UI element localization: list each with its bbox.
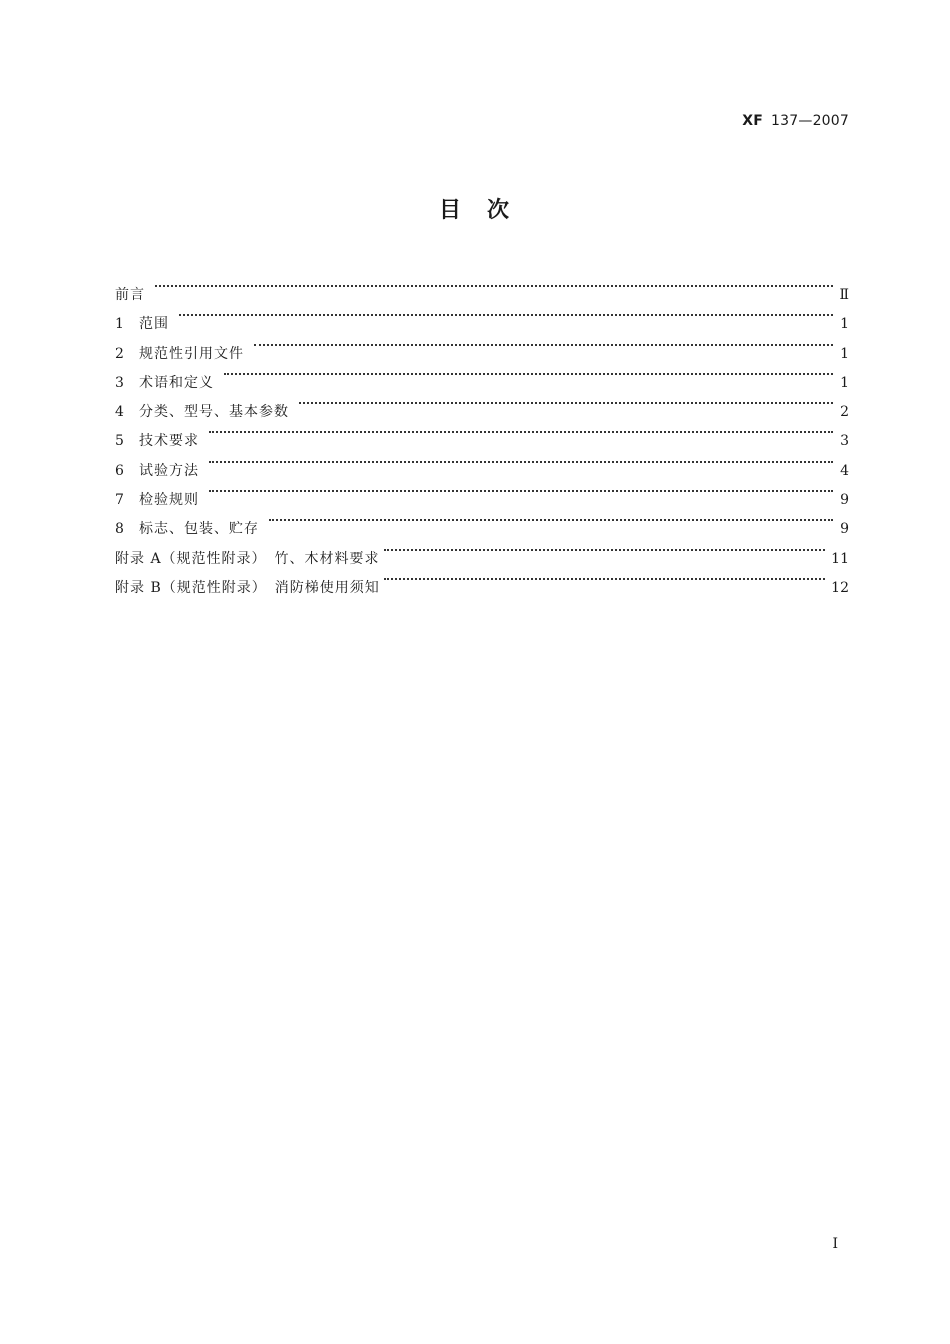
toc-entry-page: 2 xyxy=(840,404,849,421)
toc-leader-dots xyxy=(209,446,833,475)
toc-entry-number: 4 xyxy=(115,404,124,421)
toc-entry-inspection-rules[interactable] xyxy=(115,475,849,509)
toc-entry-marking-packaging[interactable] xyxy=(115,504,849,538)
toc-entry-page: 4 xyxy=(840,462,849,479)
toc-entry-label: 技术要求 xyxy=(139,433,199,450)
toc-entry-number: 3 xyxy=(115,374,124,391)
toc-entry-test-methods[interactable] xyxy=(115,446,849,479)
toc-leader-dots xyxy=(254,329,833,358)
table-of-contents xyxy=(115,270,849,596)
toc-entry-page: 3 xyxy=(840,433,849,450)
standard-code-number: 137—2007 xyxy=(771,113,849,129)
toc-entry-label: 术语和定义 xyxy=(139,374,214,391)
toc-entry-label: 分类、型号、基本参数 xyxy=(139,404,289,421)
toc-leader-dots xyxy=(209,475,833,504)
toc-entry-number: 2 xyxy=(115,345,124,362)
standard-code xyxy=(742,113,849,129)
toc-entry-label: 附录 B（规范性附录） 消防梯使用须知 xyxy=(115,579,380,596)
toc-entry-number: 5 xyxy=(115,433,124,450)
toc-entry-label: 前言 xyxy=(115,287,145,303)
standard-code-prefix: XF xyxy=(742,113,764,129)
page-title: 目 次 xyxy=(438,198,511,223)
toc-entry-foreword[interactable] xyxy=(115,270,849,303)
toc-leader-dots xyxy=(209,416,833,445)
toc-leader-dots xyxy=(299,387,833,416)
toc-entry-scope[interactable] xyxy=(115,299,849,333)
toc-entry-label: 试验方法 xyxy=(139,462,199,479)
toc-entry-page: 1 xyxy=(840,316,849,333)
toc-entry-label: 检验规则 xyxy=(139,492,199,509)
toc-entry-label: 标志、包装、贮存 xyxy=(139,521,259,538)
toc-leader-dots xyxy=(384,563,825,592)
toc-entry-page: 1 xyxy=(840,345,849,362)
toc-entry-page: 9 xyxy=(840,521,849,538)
toc-entry-label: 规范性引用文件 xyxy=(139,345,244,362)
toc-leader-dots xyxy=(179,299,833,328)
toc-entry-page: 11 xyxy=(831,550,849,567)
toc-entry-page: 9 xyxy=(840,492,849,509)
toc-entry-page: 12 xyxy=(831,579,849,596)
toc-entry-label: 范围 xyxy=(139,316,169,333)
toc-entry-number: 6 xyxy=(115,462,124,479)
toc-entry-terms[interactable] xyxy=(115,358,849,391)
toc-entry-technical-requirements[interactable] xyxy=(115,416,849,450)
toc-leader-dots xyxy=(224,358,833,387)
toc-entry-page: Ⅱ xyxy=(839,287,849,303)
toc-entry-label: 附录 A（规范性附录） 竹、木材料要求 xyxy=(115,550,380,567)
toc-entry-number: 7 xyxy=(115,492,124,509)
toc-entry-number: 1 xyxy=(115,316,124,333)
toc-leader-dots xyxy=(269,504,833,533)
toc-entry-classification[interactable] xyxy=(115,387,849,421)
toc-leader-dots xyxy=(384,534,826,563)
toc-entry-normative-references[interactable] xyxy=(115,329,849,362)
toc-leader-dots xyxy=(155,270,833,299)
toc-entry-number: 8 xyxy=(115,521,124,538)
toc-entry-page: 1 xyxy=(840,374,849,391)
page-number: Ⅰ xyxy=(832,1236,838,1252)
